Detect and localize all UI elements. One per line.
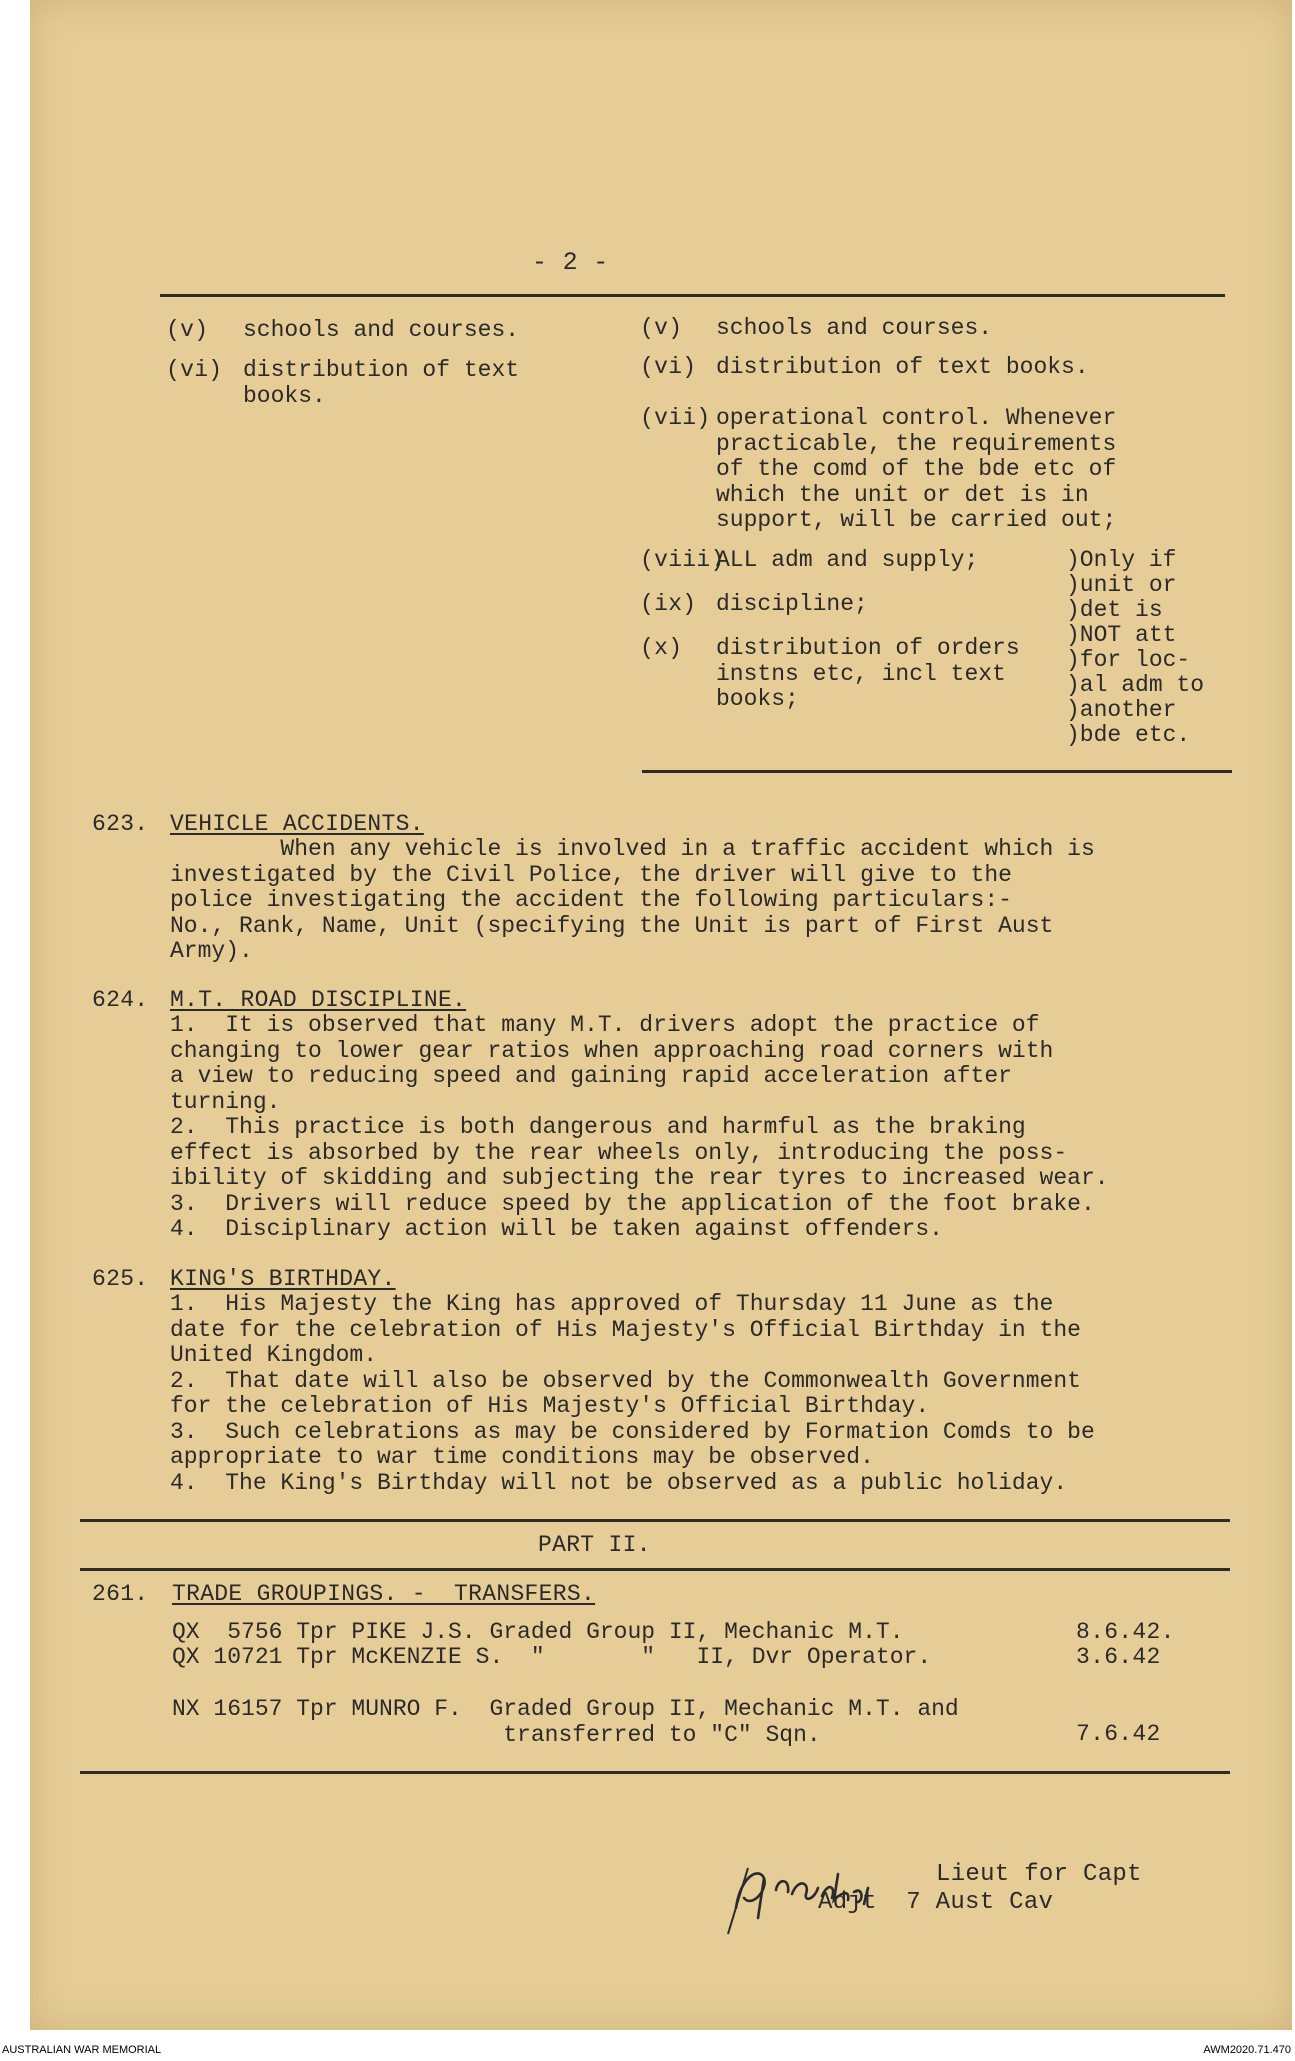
section-title: M.T. ROAD DISCIPLINE. [170,987,467,1013]
right-item-num: (vi) [640,354,697,380]
page-number: - 2 - [532,248,609,277]
column-divider [642,770,1232,773]
right-item-text: distribution of text books. [716,354,1089,380]
left-item-num: (vi) [166,357,223,383]
right-item-num: (viii) [640,547,725,573]
section-number: 261. [92,1581,149,1607]
part-divider-bottom [80,1568,1230,1571]
section-body: 1. It is observed that many M.T. drivers adopt the practice of changing to lower gear ratios when approaching road corners with a view to reducing speed and gaining rapid acceleration after turning. 2. This practice is both dangerous and harmful as the braking effect is absorbed by the rear wheels only, introducing the poss- ibility of skidding and subjecting the rear tyres to increased wear. 3. Drivers will reduce speed by the application of the foot brake. 4. Disciplinary action will be taken against offenders. [170,1012,1109,1242]
left-item-text: distribution of text books. [243,357,520,409]
right-item-text: discipline; [716,591,868,617]
left-item-num: (v) [166,317,209,343]
section-title: TRADE GROUPINGS. - TRANSFERS. [172,1581,596,1607]
part-divider-top [80,1519,1230,1522]
bottom-divider [80,1771,1230,1774]
document-page [30,0,1292,2030]
section-body: When any vehicle is involved in a traffic accident which is investigated by the Civil Police, the driver will give to the police investigating the accident the following particulars:- No., Rank, Name, Unit (specifying the Unit is part of First Aust Army). [170,836,1095,964]
right-item-text: schools and courses. [716,315,993,341]
section-number: 624. [92,987,149,1013]
table-row: NX 16157 Tpr MUNRO F. Graded Group II, Mechanic M.T. and transferred to "C" Sqn. [172,1696,959,1748]
row-date: 7.6.42 [1076,1721,1161,1747]
section-title: VEHICLE ACCIDENTS. [170,811,424,837]
section-number: 623. [92,811,149,837]
table-row: QX 5756 Tpr PIKE J.S. Graded Group II, Mechanic M.T. [172,1619,904,1645]
archive-footer [0,2040,1295,2061]
right-item-text: distribution of orders instns etc, incl text books; [716,635,1020,712]
archive-credit: AUSTRALIAN WAR MEMORIAL [2,2044,162,2056]
right-item-num: (v) [640,315,683,341]
side-note: )Only if )unit or )det is )NOT att )for loc- )al adm to )another )bde etc. [1066,547,1205,748]
right-item-text: operational control. Whenever practicable, the requirements of the comd of the bde etc of which the unit or det is in support, will be carried out; [716,405,1117,533]
signature-line-1: Lieut for Capt [936,1861,1142,1888]
row-date: 3.6.42 [1076,1644,1161,1670]
part-title: PART II. [538,1532,651,1558]
archive-id: AWM2020.71.470 [1203,2044,1291,2056]
section-body: 1. His Majesty the King has approved of Thursday 11 June as the date for the celebration of His Majesty's Official Birthday in the United Kingdom. 2. That date will also be observed by the Commonwealth Government for the celebration of His Majesty's Official Birthday. 3. Such celebrations as may be considered by Formation Comds to be appropriate to war time conditions may be observed. 4. The King's Birthday will not be observed as a public holiday. [170,1291,1095,1496]
section-number: 625. [92,1266,149,1292]
right-item-num: (ix) [640,591,697,617]
right-item-num: (vii) [640,405,711,431]
top-divider [160,294,1225,297]
right-item-text: ALL adm and supply; [716,547,979,573]
row-date: 8.6.42. [1076,1619,1175,1645]
table-row: QX 10721 Tpr McKENZIE S. " " II, Dvr Operator. [172,1644,932,1670]
right-item-num: (x) [640,635,683,661]
section-title: KING'S BIRTHDAY. [170,1266,396,1292]
left-item-text: schools and courses. [243,317,520,343]
signature-line-2: Adjt 7 Aust Cav [818,1889,1054,1916]
